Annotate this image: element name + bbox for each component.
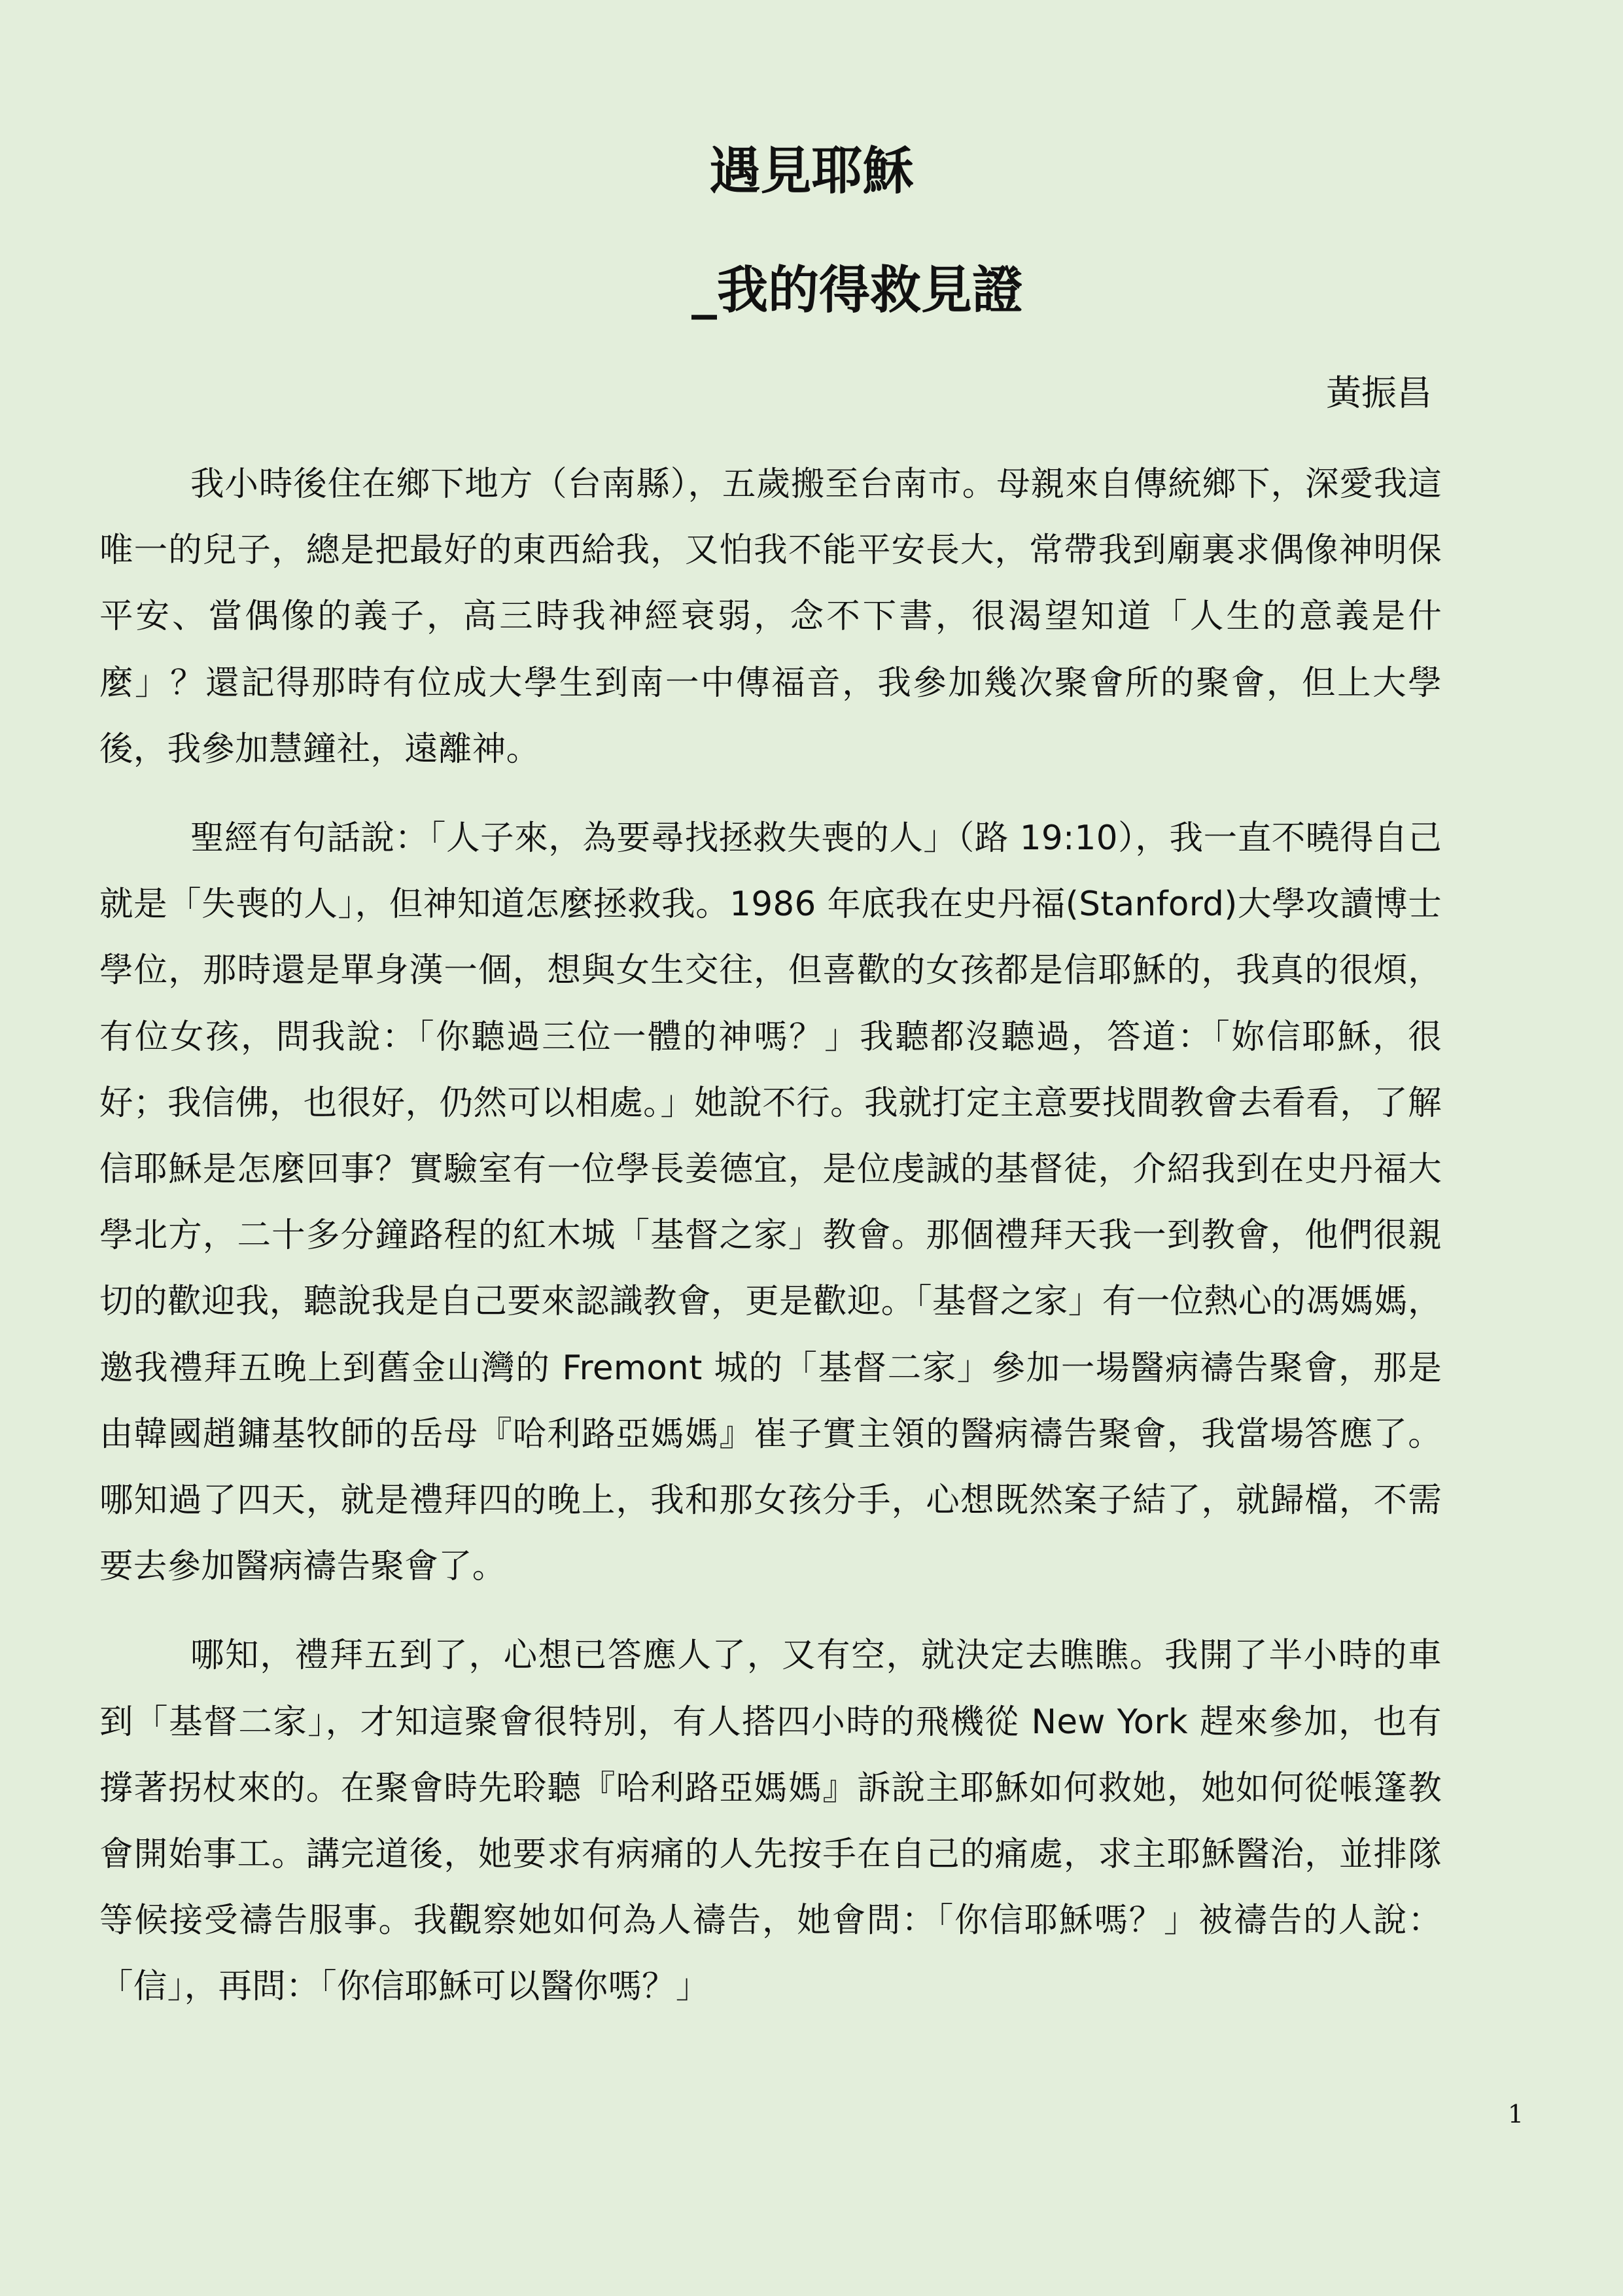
page-subtitle: _我的得救見證 — [691, 261, 1023, 320]
paragraph-2: 聖經有句話說：「人子來，為要尋找拯救失喪的人」（路 19:10），我一直不曉得自己就是「失喪的人」，但神知道怎麼拯救我。1986 年底我在史丹福(Stanford)大學攻讀博士學位，那時還是單身漢一個，想與女生交往，但喜歡的女孩都是信耶穌的，我真的很煩，有位女孩，問我說：「你聽過三位一體的神嗎？」我聽都沒聽過，答道：「妳信耶穌，很好；我信佛，也很好，仍然可以相處。」她說不行。我就打定主意要找間教會去看看，了解信耶穌是怎麼回事？實驗室有一位學長姜德宜，是位虔誠的基督徒，介紹我到在史丹福大學北方，二十多分鐘路程的紅木城「基督之家」教會。那個禮拜天我一到教會，他們很親切的歡迎我，聽說我是自己要來認識教會，更是歡迎。「基督之家」有一位熱心的馮媽媽，邀我禮拜五晚上到舊金山灣的 Fremont 城的「基督二家」參加一場醫病禱告聚會，那是由韓國趙鏞基牧師的岳母『哈利路亞媽媽』崔子實主領的醫病禱告聚會，我當場答應了。哪知過了四天，就是禮拜四的晚上，我和那女孩分手，心想既然案子結了，就歸檔，不需要去參加醫病禱告聚會了。 — [99, 819, 1442, 1587]
paragraph-1: 我小時後住在鄉下地方（台南縣），五歲搬至台南市。母親來自傳統鄉下，深愛我這唯一的兒子，總是把最好的東西給我，又怕我不能平安長大，常帶我到廟裏求偶像神明保平安、當偶像的義子，高三時我神經衰弱，念不下書，很渴望知道「人生的意義是什麼」？還記得那時有位成大學生到南一中傳福音，我參加幾次聚會所的聚會，但上大學後，我參加慧鐘社，遠離神。 — [99, 465, 1442, 769]
paragraph-3: 哪知，禮拜五到了，心想已答應人了，又有空，就決定去瞧瞧。我開了半小時的車到「基督二家」，才知這聚會很特別，有人搭四小時的飛機從 New York 趕來參加，也有撐著拐杖來的。在聚會時先聆聽『哈利路亞媽媽』訴說主耶穌如何救她，她如何從帳篷教會開始事工。講完道後，她要求有病痛的人先按手在自己的痛處，求主耶穌醫治，並排隊等候接受禱告服事。我觀察她如何為人禱告，她會問：「你信耶穌嗎？」被禱告的人說：「信」，再問：「你信耶穌可以醫你嗎？」 — [99, 1636, 1442, 2007]
page-title: 遇見耶穌 — [709, 142, 914, 201]
body-text — [99, 451, 1442, 2043]
page-number: 1 — [1507, 2100, 1524, 2128]
author-name: 黃振昌 — [1326, 372, 1432, 414]
